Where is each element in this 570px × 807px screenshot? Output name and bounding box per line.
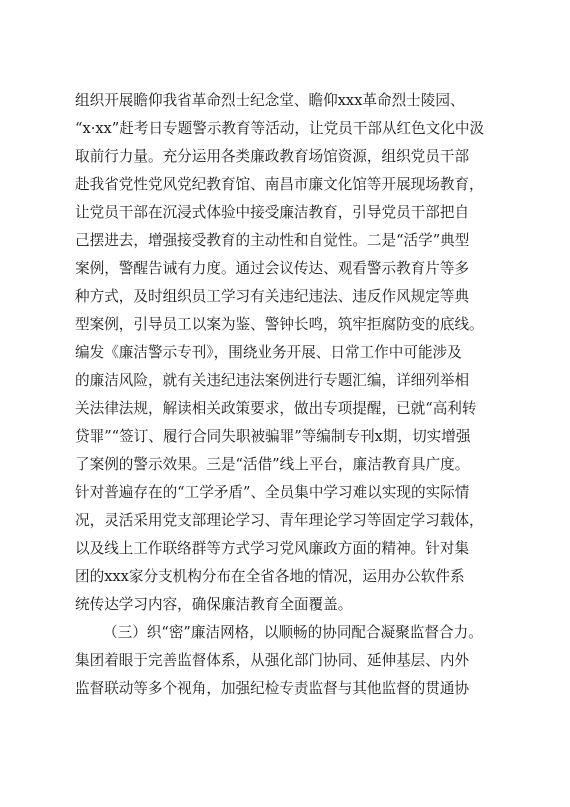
text-line: “x·xx”赶考日专题警示教育等活动，让党员干部从红色文化中汲 bbox=[75, 120, 485, 137]
text-line: 集团着眼于完善监督体系，从强化部门协同、延伸基层、内外 bbox=[75, 652, 470, 669]
text-line: 贷罪”“签订、履行合同失职被骗罪”等编制专刊x期，切实增强 bbox=[75, 428, 471, 445]
text-line: 以及线上工作联络群等方式学习党风廉政方面的精神。针对集 bbox=[75, 540, 470, 557]
text-line: 的廉洁风险，就有关违纪违法案例进行专题汇编，详细列举相 bbox=[75, 372, 470, 389]
text-line: 案例，警醒告诫有力度。通过会议传达、观看警示教育片等多 bbox=[75, 260, 470, 277]
text-line: 统传达学习内容，确保廉洁教育全面覆盖。 bbox=[75, 596, 353, 613]
text-line: 关法律法规，解读相关政策要求，做出专项提醒，已就“高利转 bbox=[75, 400, 477, 417]
text-line: 组织开展瞻仰我省革命烈士纪念堂、瞻仰xxx革命烈士陵园、 bbox=[75, 92, 465, 109]
text-line: 型案例，引导员工以案为鉴、警钟长鸣，筑牢拒腐防变的底线。 bbox=[75, 316, 484, 333]
text-line: 己摆进去，增强接受教育的主动性和自觉性。二是“活学”典型 bbox=[75, 232, 470, 249]
section-heading: （三）织“密”廉洁网格，以顺畅的协同配合凝聚监督合力。 bbox=[103, 624, 483, 641]
text-line: 了案例的警示效果。三是“活借”线上平台，廉洁教育具广度。 bbox=[75, 456, 470, 473]
text-line: 团的xxx家分支机构分布在全省各地的情况，运用办公软件系 bbox=[75, 568, 465, 585]
text-line: 赴我省党性党风党纪教育馆、南昌市廉文化馆等开展现场教育， bbox=[75, 176, 484, 193]
text-line: 编发《廉洁警示专刊》，围绕业务开展、日常工作中可能涉及 bbox=[75, 344, 462, 361]
text-line: 让党员干部在沉浸式体验中接受廉洁教育，引导党员干部把自 bbox=[75, 204, 470, 221]
text-line: 取前行力量。充分运用各类廉政教育场馆资源，组织党员干部 bbox=[75, 148, 470, 165]
text-line: 针对普遍存在的“工学矛盾”、全员集中学习难以实现的实际情 bbox=[75, 484, 470, 501]
text-line: 监督联动等多个视角，加强纪检专责监督与其他监督的贯通协 bbox=[75, 680, 470, 697]
text-line: 种方式，及时组织员工学习有关违纪违法、违反作风规定等典 bbox=[75, 288, 470, 305]
text-line: 况，灵活采用党支部理论学习、青年理论学习等固定学习载体， bbox=[75, 512, 484, 529]
